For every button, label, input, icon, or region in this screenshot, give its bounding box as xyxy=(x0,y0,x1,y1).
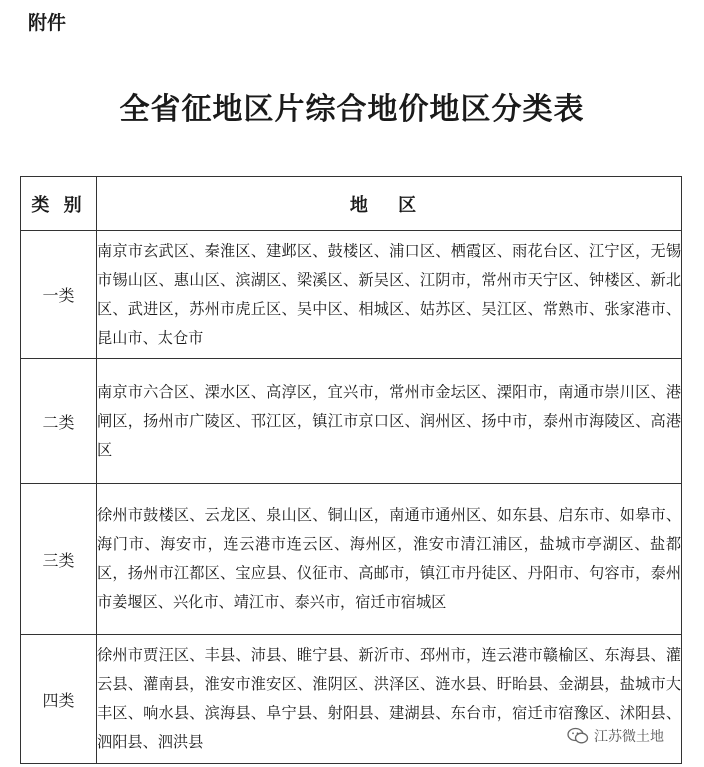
area-cell: 徐州市鼓楼区、云龙区、泉山区、铜山区，南通市通州区、如东县、启东市、如皋市、海门市、海安市，连云港市连云区、海州区，淮安市清江浦区，盐城市亭湖区、盐都区，扬州市江都区、宝应县、仪征市、高邮市，镇江市丹徒区、丹阳市、句容市，泰州市姜堰区、兴化市、靖江市、泰兴市，宿迁市宿城区 xyxy=(97,484,682,635)
table-header-row xyxy=(21,177,682,231)
page-title: 全省征地区片综合地价地区分类表 xyxy=(119,92,585,127)
column-header-category: 类 别 xyxy=(21,177,97,231)
column-header-area: 地 区 xyxy=(97,177,682,231)
category-cell: 四类 xyxy=(21,635,97,764)
watermark xyxy=(565,726,666,746)
area-cell: 南京市玄武区、秦淮区、建邺区、鼓楼区、浦口区、栖霞区、雨花台区、江宁区，无锡市锡山区、惠山区、滨湖区、梁溪区、新吴区、江阴市，常州市天宁区、钟楼区、新北区、武进区，苏州市虎丘区、吴中区、相城区、姑苏区、吴江区、常熟市、张家港市、昆山市、太仓市 xyxy=(97,231,682,359)
table-row xyxy=(21,484,682,635)
wechat-icon xyxy=(567,727,589,745)
area-cell: 南京市六合区、溧水区、高淳区，宜兴市，常州市金坛区、溧阳市，南通市崇川区、港闸区，扬州市广陵区、邗江区，镇江市京口区、润州区、扬中市，泰州市海陵区、高港区 xyxy=(97,359,682,484)
classification-table xyxy=(20,176,682,764)
category-cell: 一类 xyxy=(21,231,97,359)
watermark-text: 江苏微土地 xyxy=(594,729,664,745)
category-cell: 三类 xyxy=(21,484,97,635)
table-row xyxy=(21,231,682,359)
category-cell: 二类 xyxy=(21,359,97,484)
table-row xyxy=(21,359,682,484)
attachment-label: 附件 xyxy=(28,12,67,34)
area-cell: 徐州市贾汪区、丰县、沛县、睢宁县、新沂市、邳州市，连云港市赣榆区、东海县、灌云县、灌南县，淮安市淮安区、淮阴区、洪泽区、涟水县、盱眙县、金湖县，盐城市大丰区、响水县、滨海县、阜宁县、射阳县、建湖县、东台市，宿迁市宿豫区、沭阳县、泗阳县、泗洪县 xyxy=(97,635,682,764)
